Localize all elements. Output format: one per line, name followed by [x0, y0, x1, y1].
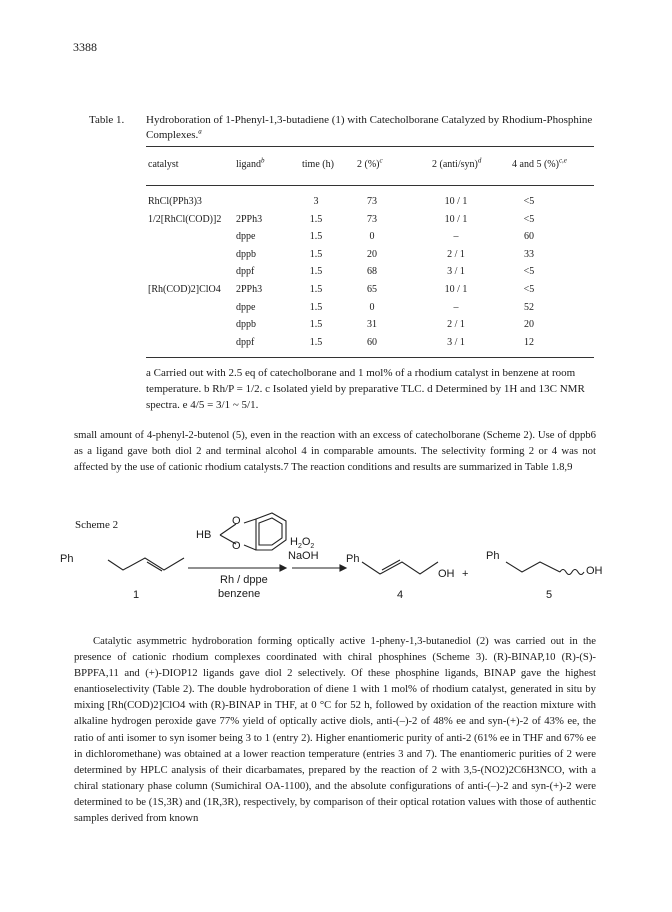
table-cell: 33 — [524, 248, 534, 260]
table-cell: 2PPh3 — [236, 284, 263, 295]
table-footnotes — [146, 365, 596, 413]
table-cell: 1.5 — [309, 231, 323, 243]
table-cell: 0 — [369, 301, 375, 313]
table-cell: 3 — [313, 196, 319, 207]
header-catalyst: catalyst — [148, 159, 179, 170]
table-cell: 10 / 1 — [444, 284, 468, 295]
table-cell: 3 / 1 — [447, 336, 465, 348]
footnote-e: e 4/5 = 3/1 ~ 5/1. — [182, 399, 259, 411]
label-ph-5: Ph — [486, 550, 500, 562]
reaction-arrow-1-head — [280, 565, 286, 571]
table-cell: 60 — [524, 231, 534, 243]
table-cell: 60 — [367, 336, 377, 348]
table-cell: 1.5 — [309, 248, 323, 260]
table-cell: 1.5 — [309, 319, 323, 331]
table-cell: 65 — [367, 284, 377, 295]
table-cell: 0 — [369, 231, 375, 243]
label-catalyst: Rh / dppe — [220, 574, 268, 586]
table-cell: 20 — [524, 319, 534, 331]
label-oxygen-bottom: O — [232, 540, 241, 552]
label-hb: HB — [196, 529, 212, 541]
product-5-wavy-bond — [560, 570, 584, 575]
table-cell: 1/2[RhCl(COD)]2 — [148, 213, 222, 225]
label-ph-4: Ph — [346, 553, 360, 565]
product-5-chain — [506, 562, 560, 572]
table-cell: [Rh(COD)2]ClO4 — [148, 284, 221, 295]
table-cell: dppb — [236, 248, 256, 260]
table-cell: 2PPh3 — [236, 213, 263, 225]
table-cell: <5 — [523, 284, 535, 295]
table-cell: 3 / 1 — [447, 266, 465, 278]
table-cell: 12 — [524, 336, 534, 348]
table-cell: dppf — [236, 336, 255, 348]
table-header-rule — [146, 185, 594, 186]
table-cell: dppe — [236, 231, 256, 243]
table-cell: 10 / 1 — [444, 213, 468, 225]
header-yield-4-5: 4 and 5 (%)$^{c,e}$ — [512, 156, 567, 170]
table-cell: – — [453, 301, 459, 313]
table-cell: – — [453, 231, 459, 243]
table-top-rule — [146, 146, 594, 147]
header-ligand: ligand$^b$ — [236, 156, 265, 170]
scheme-label: Scheme 2 — [75, 519, 119, 531]
benzene-inner-ring — [259, 518, 282, 545]
footnote-d: d Determined by 1H and 13C NMR spectra. — [146, 383, 585, 411]
table-bottom-rule — [146, 357, 594, 358]
table-cell: 1.5 — [309, 284, 323, 295]
footnote-c: c Isolated yield by preparative TLC. — [265, 383, 425, 395]
paragraph-2: Catalytic asymmetric hydroboration forming optically active 1-pheny-1,3-butanediol (2) was carried out in the presence of cationic rhodium complexes coordinated with chiral phosphines (Scheme 3). (R)-BINAP,10 (R)-(S)-BPPFA,11 and (+)-DIOP12 ligands gave diol 2 selectively. Of these phosphine ligands, BINAP gave the highest enantioselectivity (Table 2). The double hydroboration of diene 1 with 1 mol% of rhodium catalyst, generated in situ by mixing [Rh(COD)2]ClO4 with (R)-BINAP in THF, at 0 °C for 52 h, followed by oxidation of the reaction mixture with alkaline hydrogen peroxide gave 77% yield of optically active diols, anti-(–)-2 of 48% ee and syn-(+)-2 of 43% ee, the ratio of anti isomer to syn isomer being 3 to 1 (entry 2). Higher enantiomeric purity of anti-2 (61% ee in THF and 67% ee in dichloromethane) was obtained at a lower reaction temperature (entries 3 and 7). The enantiomeric purities of 2 were determined by HPLC analysis of their dicarbamates, prepared by the reaction of 2 with 3,5-(NO2)2C6H3NCO, with a chiral stationary phase column (Sumichiral OA-1100), and the absolute configurations of anti-(–)-2 and syn-(+)-2 were determined to be (1S,3R) and (1R,3R), respectively, by comparison of their optical rotation values with those of authentic samples derived from known — [74, 635, 596, 825]
header-time: time (h) — [302, 159, 334, 170]
table-cell: 1.5 — [309, 336, 323, 348]
header-yield-2: 2 (%)$^c$ — [357, 156, 383, 170]
footnote-b: b Rh/P = 1/2. — [204, 383, 263, 395]
label-plus: + — [462, 568, 469, 580]
compound-5-label: 5 — [546, 589, 553, 601]
table-caption: Hydroboration of 1-Phenyl-1,3-butadiene (1) with Catecholborane Catalyzed by Rhodium-Phosphine Complexes.$^a$ — [146, 114, 593, 141]
table-cell: dppb — [236, 319, 256, 331]
label-solvent: benzene — [218, 588, 261, 600]
compound-1-label: 1 — [133, 589, 140, 601]
reaction-arrow-2-head — [340, 565, 346, 571]
label-oxygen-top: O — [232, 515, 241, 527]
label-h2o2: $H_2O_2$ — [290, 536, 315, 551]
table-cell: dppf — [236, 266, 255, 278]
table-cell: RhCl(PPh3)3 — [148, 196, 202, 207]
page-number: 3388 — [73, 40, 97, 54]
table-cell: dppe — [236, 301, 256, 313]
table-cell: 52 — [524, 301, 534, 313]
label-oh-4: OH — [438, 568, 455, 580]
table-cell: <5 — [523, 213, 535, 225]
table-cell: 1.5 — [309, 213, 323, 225]
table-cell: 10 / 1 — [444, 196, 468, 207]
table-cell: 73 — [367, 196, 377, 207]
o-c-bond-bottom — [244, 545, 256, 550]
table-cell: 2 / 1 — [447, 248, 465, 260]
paragraph-1: small amount of 4-phenyl-2-butenol (5), even in the reaction with an excess of catecholborane (Scheme 2). Use of dppb6 as a ligand gave both diol 2 and terminal alcohol 4 in comparable amounts. The selectivity forming 2 or 4 was not affected by the use of cationic rhodium catalysts.7 The reaction conditions and results are summarized in Table 1.8,9 — [74, 429, 596, 474]
table-cell: <5 — [523, 196, 535, 207]
table-cell: 31 — [367, 319, 377, 331]
product-4-chain — [362, 562, 438, 574]
header-anti-syn: 2 (anti/syn)$^d$ — [432, 156, 482, 170]
o-c-bond-top — [244, 519, 256, 523]
table-label: Table 1. — [89, 114, 125, 126]
label-ph-1: Ph — [60, 553, 74, 565]
table-cell: 68 — [367, 266, 377, 278]
scheme-2-drawing — [60, 510, 620, 610]
diene-chain — [108, 558, 184, 570]
table-cell: 20 — [367, 248, 377, 260]
scheme-2-figure — [60, 510, 620, 610]
table-cell: 1.5 — [309, 266, 323, 278]
label-oh-5: OH — [586, 565, 603, 577]
compound-4-label: 4 — [397, 589, 404, 601]
table-cell: 2 / 1 — [447, 319, 465, 331]
table-caption-text: Hydroboration of 1-Phenyl-1,3-butadiene (1) with Catecholborane Catalyzed by Rhodium-Phosphine Complexes. — [146, 114, 593, 141]
table-cell: 1.5 — [309, 301, 323, 313]
table-cell: <5 — [523, 266, 535, 278]
table-cell: 73 — [367, 213, 377, 225]
footnote-a: a Carried out with 2.5 eq of catecholborane and 1 mol% of a rhodium catalyst in benzene at room temperature. — [146, 367, 576, 395]
label-naoh: NaOH — [288, 550, 319, 562]
